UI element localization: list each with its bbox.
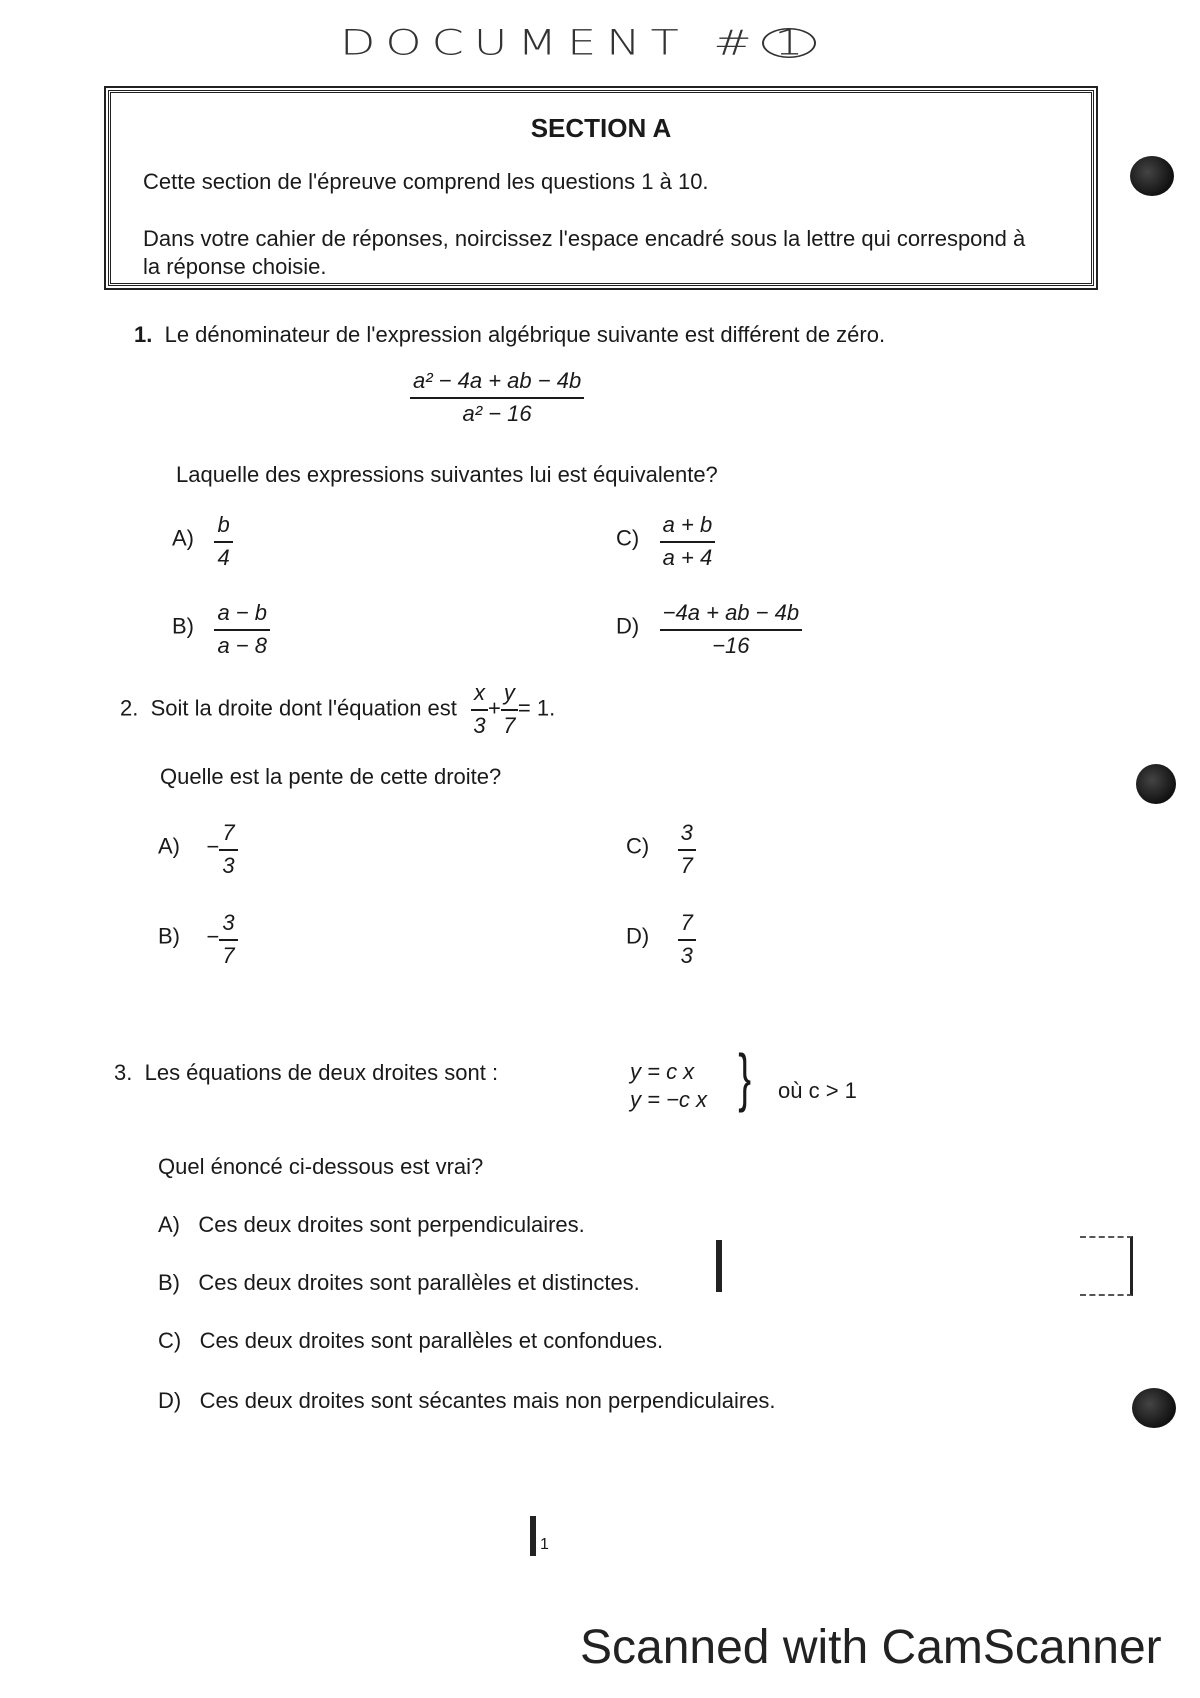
q2-option-d-den: 3 — [680, 943, 693, 968]
q1-expression — [410, 368, 584, 427]
q3-option-b[interactable] — [158, 1270, 640, 1296]
q2-eq-plus: + — [488, 695, 501, 721]
q2-option-b[interactable] — [158, 910, 238, 969]
q3-option-d-text: Ces deux droites sont sécantes mais non perpendiculaires. — [199, 1388, 776, 1413]
q2-eq-y-den: 7 — [503, 713, 516, 738]
q3-brace: } — [738, 1041, 752, 1113]
q2-eq-x-num: x — [471, 680, 488, 711]
q1-option-a-label: A) — [172, 525, 194, 551]
q3-option-a-label: A) — [158, 1212, 180, 1237]
q2-eq-y-num: y — [501, 680, 518, 711]
q2-number: 2. — [120, 695, 139, 721]
q2-option-d[interactable] — [626, 910, 696, 969]
q2-option-a-num: 7 — [219, 820, 237, 851]
section-a-box — [108, 90, 1094, 286]
q1-option-d-num: −4a + ab − 4b — [660, 600, 802, 631]
q1-option-a[interactable] — [172, 512, 233, 571]
q1-expression-fraction — [410, 368, 584, 427]
q3-option-a[interactable] — [158, 1212, 585, 1238]
q1-option-b-fraction — [214, 600, 270, 659]
q1-option-b[interactable] — [172, 600, 270, 659]
q1-expression-denominator: a² − 16 — [462, 401, 532, 426]
q2-eq-y-fraction — [501, 680, 518, 739]
q2-option-c-den: 7 — [680, 853, 693, 878]
q3-option-a-text: Ces deux droites sont perpendiculaires. — [198, 1212, 585, 1237]
q1-statement — [134, 322, 885, 348]
section-title: SECTION A — [530, 113, 672, 143]
q1-option-b-label: B) — [172, 613, 194, 639]
punch-hole-mark — [1130, 156, 1174, 196]
page-number-mark — [530, 1516, 536, 1556]
scan-mark — [716, 1240, 722, 1292]
q3-number: 3. — [114, 1060, 133, 1085]
q3-option-c-text: Ces deux droites sont parallèles et confondues. — [199, 1328, 664, 1353]
q2-eq-x-den: 3 — [473, 713, 486, 738]
q3-eq2: y = −c x — [630, 1087, 708, 1112]
q3-statement-text: Les équations de deux droites sont : — [144, 1060, 499, 1085]
q2-option-d-label: D) — [626, 923, 650, 949]
q1-expression-numerator: a² − 4a + ab − 4b — [410, 368, 584, 399]
q1-question: Laquelle des expressions suivantes lui est équivalente? — [176, 462, 718, 487]
q2-option-a-sign: − — [206, 833, 220, 859]
q3-eq1: y = c x — [630, 1059, 695, 1084]
q1-option-c[interactable] — [616, 512, 715, 571]
q2-statement — [120, 680, 555, 739]
q2-option-d-fraction — [678, 910, 696, 969]
q1-option-b-den: a − 8 — [217, 633, 267, 658]
q1-option-c-num: a + b — [660, 512, 716, 543]
q1-option-c-label: C) — [616, 525, 640, 551]
q3-option-b-label: B) — [158, 1270, 180, 1295]
q2-option-c-label: C) — [626, 833, 650, 859]
q2-question: Quelle est la pente de cette droite? — [160, 764, 502, 789]
q1-option-d-label: D) — [616, 613, 640, 639]
section-instruction-2: Dans votre cahier de réponses, noircissez l'espace encadré sous la lettre qui correspond à la réponse choisie. — [143, 226, 1026, 279]
q3-option-b-text: Ces deux droites sont parallèles et distinctes. — [198, 1270, 640, 1295]
q2-eq-rhs: = 1. — [517, 695, 556, 721]
q1-option-b-num: a − b — [214, 600, 270, 631]
section-instruction-1: Cette section de l'épreuve comprend les questions 1 à 10. — [143, 169, 709, 194]
q1-option-c-fraction — [660, 512, 716, 571]
handwritten-title-text: DOCUMENT # — [340, 22, 762, 63]
camscanner-watermark: Scanned with CamScanner — [580, 1621, 1162, 1674]
q2-option-a-den: 3 — [222, 853, 235, 878]
q2-option-c-num: 3 — [678, 820, 696, 851]
scan-mark — [1080, 1236, 1133, 1296]
q1-option-a-num: b — [214, 512, 232, 543]
q2-option-a-label: A) — [158, 833, 180, 859]
page-number: 1 — [540, 1536, 549, 1553]
q2-option-c-fraction — [678, 820, 696, 879]
q2-option-b-fraction — [219, 910, 237, 969]
q3-statement — [114, 1060, 498, 1086]
q1-option-a-fraction — [214, 512, 232, 571]
q2-option-b-sign: − — [206, 923, 220, 949]
q3-option-d[interactable] — [158, 1388, 776, 1414]
q2-option-a[interactable] — [158, 820, 238, 879]
q2-option-b-den: 7 — [222, 943, 235, 968]
q1-option-a-den: 4 — [217, 545, 230, 570]
q3-question: Quel énoncé ci-dessous est vrai? — [158, 1154, 484, 1179]
q1-option-c-den: a + 4 — [662, 545, 713, 570]
handwritten-title — [340, 22, 816, 63]
q1-statement-text: Le dénominateur de l'expression algébrique suivante est différent de zéro. — [164, 322, 886, 347]
q3-condition: où c > 1 — [778, 1078, 857, 1103]
q3-option-c[interactable] — [158, 1328, 663, 1354]
q3-equations — [630, 1058, 707, 1114]
q2-option-c[interactable] — [626, 820, 696, 879]
q3-option-d-label: D) — [158, 1388, 182, 1413]
q3-option-c-label: C) — [158, 1328, 182, 1353]
q1-option-d-den: −16 — [712, 633, 750, 658]
handwritten-number: 1 — [762, 28, 816, 58]
q2-option-b-num: 3 — [219, 910, 237, 941]
q1-number: 1. — [134, 322, 153, 347]
q1-option-d-fraction — [660, 600, 802, 659]
q2-option-a-fraction — [219, 820, 237, 879]
q1-option-d[interactable] — [616, 600, 802, 659]
punch-hole-mark — [1136, 764, 1176, 804]
punch-hole-mark — [1132, 1388, 1176, 1428]
q2-option-b-label: B) — [158, 923, 180, 949]
q2-option-d-num: 7 — [678, 910, 696, 941]
q2-statement-text: Soit la droite dont l'équation est — [150, 695, 457, 721]
q2-eq-x-fraction — [471, 680, 488, 739]
